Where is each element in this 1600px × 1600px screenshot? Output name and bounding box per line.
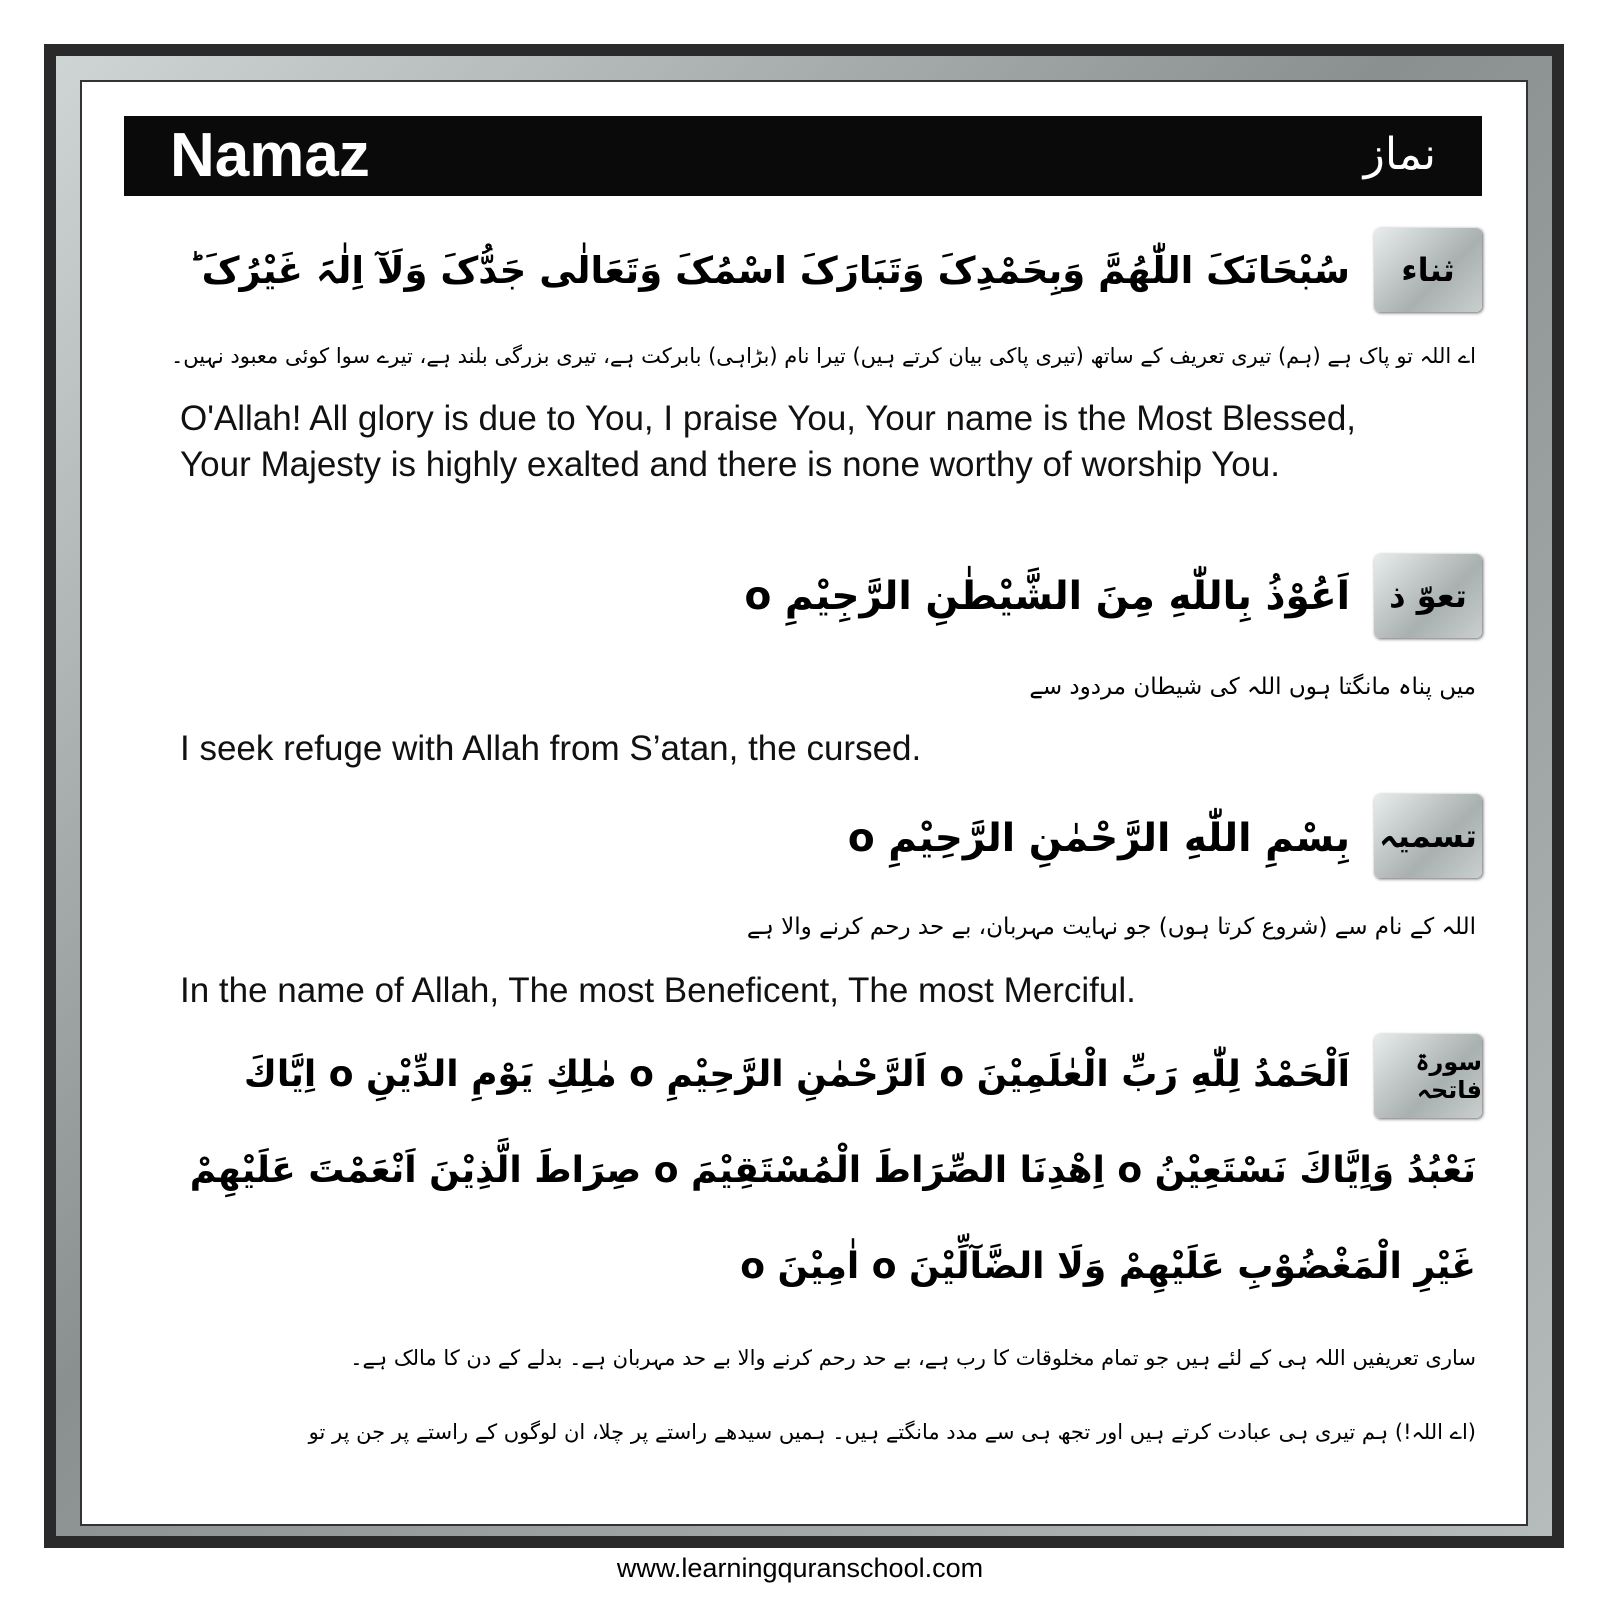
tasmiya-english: In the name of Allah, The most Beneficent, The most Merciful. xyxy=(180,971,1136,1010)
page-title-urdu: نماز xyxy=(1363,129,1436,180)
section-tag-taawwuz: تعوّ ذ xyxy=(1374,554,1482,638)
fatiha-arabic-line-2: نَعْبُدُ وَاِيَّاكَ نَسْتَعِيْنُ o اِهْدِنَا الصِّرَاطَ الْمُسْتَقِيْمَ o صِرَاطَ الَّذِيْنَ اَنْعَمْتَ عَلَيْهِمْ xyxy=(189,1150,1476,1191)
website-url[interactable]: www.learningquranschool.com xyxy=(616,1553,984,1583)
section-tag-fatiha: سورۃ فاتحہ xyxy=(1374,1034,1482,1118)
page-title: Namaz xyxy=(170,121,370,190)
sana-arabic: سُبْحَانَکَ اللّٰھُمَّ وَبِحَمْدِکَ وَتَبَارَکَ اسْمُکَ وَتَعَالٰی جَدُّکَ وَلَآ اِلٰہَ غَیْرُکَ ؕ xyxy=(188,249,1350,292)
section-tag-tasmiya: تسمیہ xyxy=(1374,794,1482,878)
tasmiya-urdu: اللہ کے نام سے (شروع کرتا ہوں) جو نہایت مہربان، بے حد رحم کرنے والا ہے xyxy=(746,914,1476,940)
taawwuz-urdu: میں پناہ مانگتا ہوں اللہ کی شیطان مردود سے xyxy=(1029,674,1476,700)
fatiha-urdu-line-1: ساری تعریفیں اللہ ہی کے لئے ہیں جو تمام مخلوقات کا رب ہے، بے حد رحم کرنے والا بے حد مہربان ہے۔ بدلے کے دن کا مالک ہے۔ xyxy=(350,1346,1476,1370)
content-page xyxy=(80,80,1528,1526)
tasmiya-arabic: بِسْمِ اللّٰهِ الرَّحْمٰنِ الرَّحِيْمِ o xyxy=(847,816,1350,861)
fatiha-arabic-line-1: اَلْحَمْدُ لِلّٰهِ رَبِّ الْعٰلَمِيْنَ o اَلرَّحْمٰنِ الرَّحِيْمِ o مٰلِكِ يَوْمِ الدِّيْنِ o اِيَّاكَ xyxy=(243,1054,1350,1095)
section-tag-sana: ثناء xyxy=(1374,228,1482,312)
sana-urdu: اے اللہ تو پاک ہے (ہم) تیری تعریف کے ساتھ (تیری پاکی بیان کرتے ہیں) تیرا نام (بڑاہی) بابرکت ہے، تیری بزرگی بلند ہے، تیرے سوا کوئی معبود نہیں۔ xyxy=(170,344,1476,368)
taawwuz-arabic: اَعُوْذُ بِاللّٰهِ مِنَ الشَّيْطٰنِ الرَّجِيْمِ o xyxy=(744,574,1350,619)
fatiha-urdu-line-2: (اے اللہ!) ہم تیری ہی عبادت کرتے ہیں اور تجھ ہی سے مدد مانگتے ہیں۔ ہمیں سیدھے راستے پر چلا، ان لوگوں کے راستے پر جن پر تو xyxy=(308,1420,1476,1444)
continue-label: Continue... xyxy=(758,1490,842,1509)
fatiha-arabic-line-3: غَيْرِ الْمَغْضُوْبِ عَلَيْهِمْ وَلَا الضَّآلِّيْنَ o اٰمِيْنَ o xyxy=(740,1246,1476,1287)
title-bar xyxy=(124,116,1482,196)
sana-english: O'Allah! All glory is due to You, I praise You, Your name is the Most Blessed, Your Majesty is highly exalted and there is none worthy of worship You. xyxy=(180,399,1357,484)
taawwuz-english: I seek refuge with Allah from S’atan, the cursed. xyxy=(180,729,922,768)
